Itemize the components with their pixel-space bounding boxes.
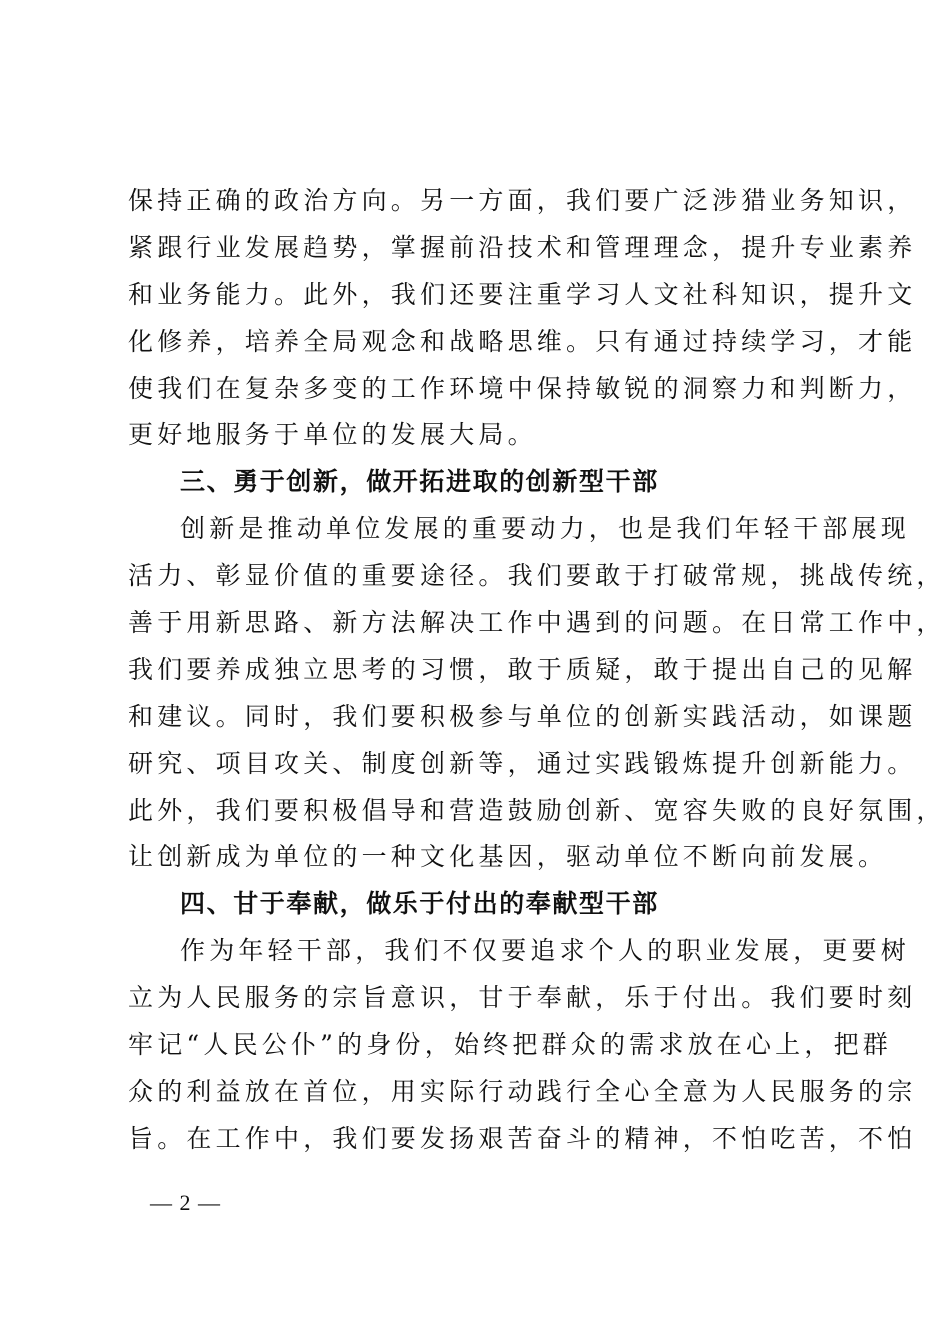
body-text-line: 活力、彰显价值的重要途径。我们要敢于打破常规，挑战传统， [128, 561, 946, 591]
page-number: — 2 — [150, 1190, 221, 1215]
body-text-line: 善于用新思路、新方法解决工作中遇到的问题。在日常工作中， [128, 608, 946, 638]
paragraph-first-line: 作为年轻干部，我们不仅要追求个人的职业发展，更要树 [180, 936, 911, 966]
body-text-line: 众的利益放在首位，用实际行动践行全心全意为人民服务的宗 [128, 1076, 917, 1106]
body-text-line: 牢记“人民公仆”的身份，始终把群众的需求放在心上，把群 [128, 1030, 892, 1060]
body-text-line: 使我们在复杂多变的工作环境中保持敏锐的洞察力和判断力， [128, 373, 917, 403]
document-body [128, 178, 946, 1163]
body-text-line: 我们要养成独立思考的习惯，敢于质疑，敢于提出自己的见解 [128, 654, 917, 684]
paragraph-first-line: 创新是推动单位发展的重要动力，也是我们年轻干部展现 [180, 514, 911, 544]
body-text-line: 和建议。同时，我们要积极参与单位的创新实践活动，如课题 [128, 701, 917, 731]
body-text-line: 旨。在工作中，我们要发扬艰苦奋斗的精神，不怕吃苦，不怕 [128, 1123, 917, 1153]
body-text-line: 立为人民服务的宗旨意识，甘于奉献，乐于付出。我们要时刻 [128, 983, 917, 1013]
body-text-line: 让创新成为单位的一种文化基因，驱动单位不断向前发展。 [128, 842, 888, 872]
body-text-line: 此外，我们要积极倡导和营造鼓励创新、宽容失败的良好氛围， [128, 795, 946, 825]
body-text-line: 保持正确的政治方向。另一方面，我们要广泛涉猎业务知识， [128, 186, 917, 215]
body-text-line: 研究、项目攻关、制度创新等，通过实践锻炼提升创新能力。 [128, 748, 917, 778]
body-text-line: 化修养，培养全局观念和战略思维。只有通过持续学习，才能 [128, 326, 917, 356]
section-heading-4: 四、甘于奉献，做乐于付出的奉献型干部 [180, 889, 659, 919]
section-heading-3: 三、勇于创新，做开拓进取的创新型干部 [180, 467, 659, 497]
body-text-line: 更好地服务于单位的发展大局。 [128, 420, 537, 450]
body-text-line: 和业务能力。此外，我们还要注重学习人文社科知识，提升文 [128, 279, 917, 309]
body-text-line: 紧跟行业发展趋势，掌握前沿技术和管理理念，提升专业素养 [128, 232, 917, 262]
